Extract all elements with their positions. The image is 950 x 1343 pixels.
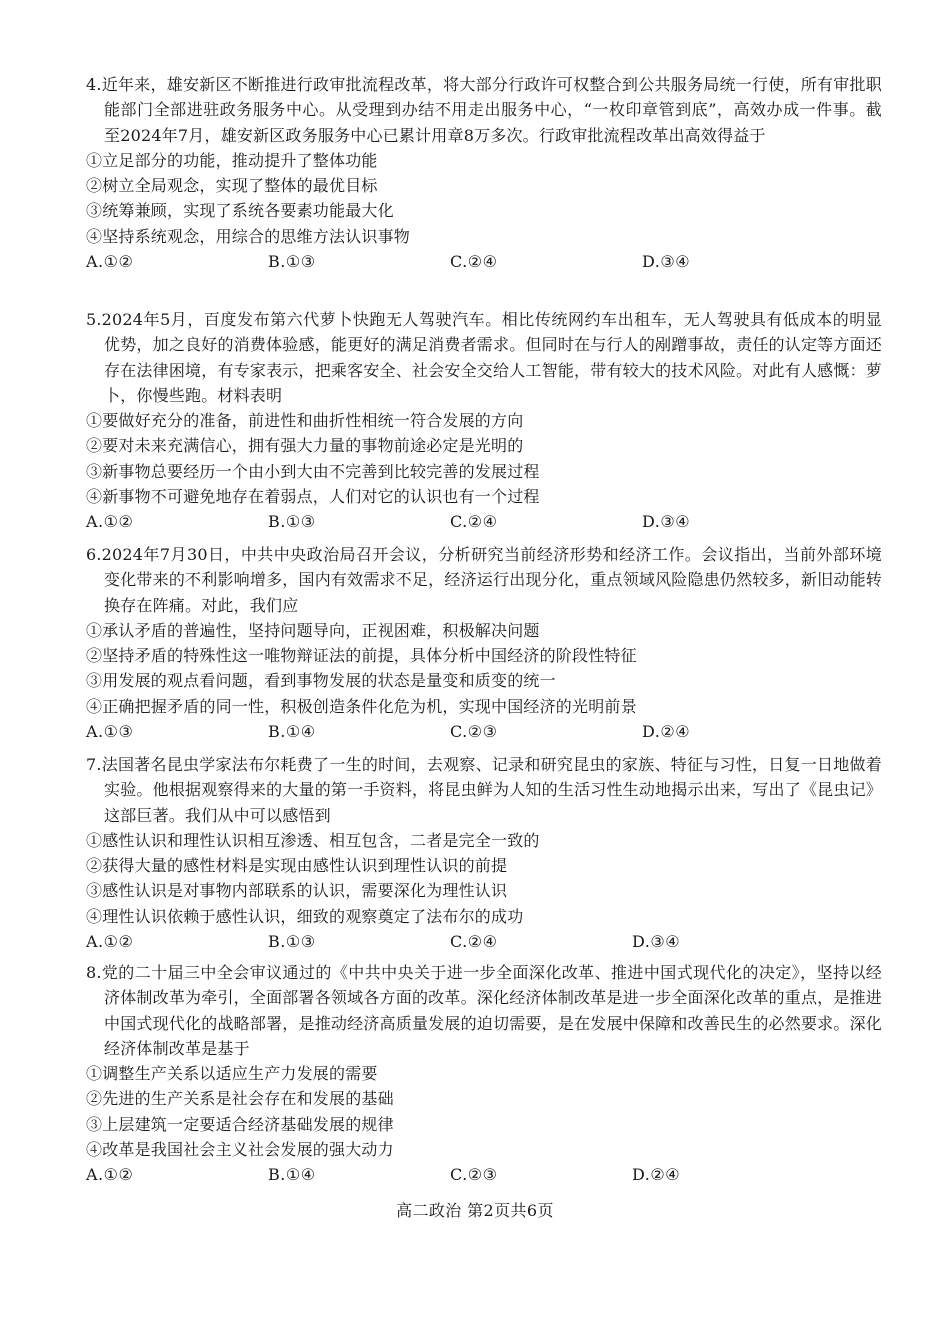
- choice-d[interactable]: D.③④: [632, 932, 681, 952]
- option-statements: [86, 1061, 882, 1162]
- choice-b[interactable]: B.①③: [268, 512, 316, 532]
- choice-b[interactable]: B.①④: [268, 722, 316, 742]
- statement-3: ③新事物总要经历一个由小到大由不完善到比较完善的发展过程: [86, 461, 540, 481]
- statement-4: ④理性认识依赖于感性认识，细致的观察奠定了法布尔的成功: [86, 906, 524, 926]
- choice-d[interactable]: D.③④: [642, 512, 691, 532]
- choice-c[interactable]: C.②③: [450, 722, 498, 742]
- statement-1: ①立足部分的功能，推动提升了整体功能: [86, 150, 378, 170]
- choice-a[interactable]: A.①③: [86, 722, 134, 742]
- question-stem: 7.法国著名昆虫学家法布尔耗费了一生的时间，去观察、记录和研究昆虫的家族、特征与习性，日复一日地做着实验。他根据观察得来的大量的第一手资料，将昆虫鲜为人知的生活习性生动地揭示出来，写出了《昆虫记》这部巨著。我们从中可以感悟到: [86, 755, 882, 825]
- statement-4: ④新事物不可避免地存在着弱点，人们对它的认识也有一个过程: [86, 487, 540, 507]
- statement-4: ④正确把握矛盾的同一性，积极创造条件化危为机，实现中国经济的光明前景: [86, 696, 637, 716]
- question-7: [86, 752, 882, 957]
- question-stem: 6.2024年7月30日，中共中央政治局召开会议，分析研究当前经济形势和经济工作。会议指出，当前外部环境变化带来的不利影响增多，国内有效需求不足，经济运行出现分化，重点领域风险隐患仍然较多，新旧动能转换存在阵痛。对此，我们应: [86, 545, 882, 615]
- choice-a[interactable]: A.①②: [86, 252, 134, 272]
- answer-choices: [86, 929, 882, 957]
- statement-2: ②先进的生产关系是社会存在和发展的基础: [86, 1089, 394, 1109]
- choice-a[interactable]: A.①②: [86, 932, 134, 952]
- choice-b[interactable]: B.①③: [268, 252, 316, 272]
- choice-a[interactable]: A.①②: [86, 512, 134, 532]
- answer-choices: [86, 719, 882, 747]
- choice-c[interactable]: C.②④: [450, 932, 498, 952]
- statement-4: ④改革是我国社会主义社会发展的强大动力: [86, 1140, 394, 1160]
- choice-c[interactable]: C.②④: [450, 512, 498, 532]
- choice-b[interactable]: B.①③: [268, 932, 316, 952]
- question-stem: 4.近年来，雄安新区不断推进行政审批流程改革，将大部分行政许可权整合到公共服务局统一行使，所有审批职能部门全部进驻政务服务中心。从受理到办结不用走出服务中心，“一枚印章管到底”，高效办成一件事。截至2024年7月，雄安新区政务服务中心已累计用章8万多次。行政审批流程改革出高效得益于: [86, 75, 882, 145]
- statement-3: ③统筹兼顾，实现了系统各要素功能最大化: [86, 201, 394, 221]
- question-stem: 5.2024年5月，百度发布第六代萝卜快跑无人驾驶汽车。相比传统网约车出租车，无人驾驶具有低成本的明显优势，加之良好的消费体验感，能更好的满足消费者需求。但同时在与行人的剐蹭事故，责任的认定等方面还存在法律困境，有专家表示，把乘客安全、社会安全交给人工智能，带有较大的技术风险。对此有人感慨：萝卜，你慢些跑。材料表明: [86, 310, 882, 405]
- statement-1: ①感性认识和理性认识相互渗透、相互包含，二者是完全一致的: [86, 830, 540, 850]
- statement-2: ②要对未来充满信心，拥有强大力量的事物前途必定是光明的: [86, 436, 524, 456]
- option-statements: [86, 408, 882, 509]
- choice-b[interactable]: B.①④: [268, 1165, 316, 1185]
- statement-3: ③上层建筑一定要适合经济基础发展的规律: [86, 1114, 394, 1134]
- choice-c[interactable]: C.②③: [450, 1165, 498, 1185]
- statement-4: ④坚持系统观念，用综合的思维方法认识事物: [86, 226, 411, 246]
- option-statements: [86, 828, 882, 929]
- choice-d[interactable]: D.②④: [632, 1165, 681, 1185]
- statement-1: ①要做好充分的准备，前进性和曲折性相统一符合发展的方向: [86, 411, 524, 431]
- question-8: [86, 960, 882, 1190]
- page-footer: 高二政治 第2页共6页: [396, 1201, 554, 1220]
- statement-3: ③感性认识是对事物内部联系的认识，需要深化为理性认识: [86, 881, 508, 901]
- question-stem: 8.党的二十届三中全会审议通过的《中共中央关于进一步全面深化改革、推进中国式现代化的决定》，坚持以经济体制改革为牵引，全面部署各领域各方面的改革。深化经济体制改革是进一步全面深化改革的重点，是推进中国式现代化的战略部署，是推动经济高质量发展的迫切需要，是在发展中保障和改善民生的必然要求。深化经济体制改革是基于: [86, 963, 882, 1058]
- statement-1: ①承认矛盾的普遍性，坚持问题导向，正视困难，积极解决问题: [86, 620, 540, 640]
- statement-3: ③用发展的观点看问题，看到事物发展的状态是量变和质变的统一: [86, 671, 556, 691]
- statement-2: ②坚持矛盾的特殊性这一唯物辩证法的前提，具体分析中国经济的阶段性特征: [86, 646, 637, 666]
- answer-choices: [86, 509, 882, 537]
- choice-c[interactable]: C.②④: [450, 252, 498, 272]
- option-statements: [86, 618, 882, 719]
- statement-1: ①调整生产关系以适应生产力发展的需要: [86, 1064, 378, 1084]
- answer-choices: [86, 1162, 882, 1190]
- option-statements: [86, 148, 882, 249]
- question-5: [86, 307, 882, 537]
- question-4: [86, 72, 882, 277]
- choice-a[interactable]: A.①②: [86, 1165, 134, 1185]
- statement-2: ②获得大量的感性材料是实现由感性认识到理性认识的前提: [86, 856, 508, 876]
- choice-d[interactable]: D.③④: [642, 252, 691, 272]
- statement-2: ②树立全局观念，实现了整体的最优目标: [86, 176, 378, 196]
- choice-d[interactable]: D.②④: [642, 722, 691, 742]
- answer-choices: [86, 249, 882, 277]
- question-6: [86, 542, 882, 747]
